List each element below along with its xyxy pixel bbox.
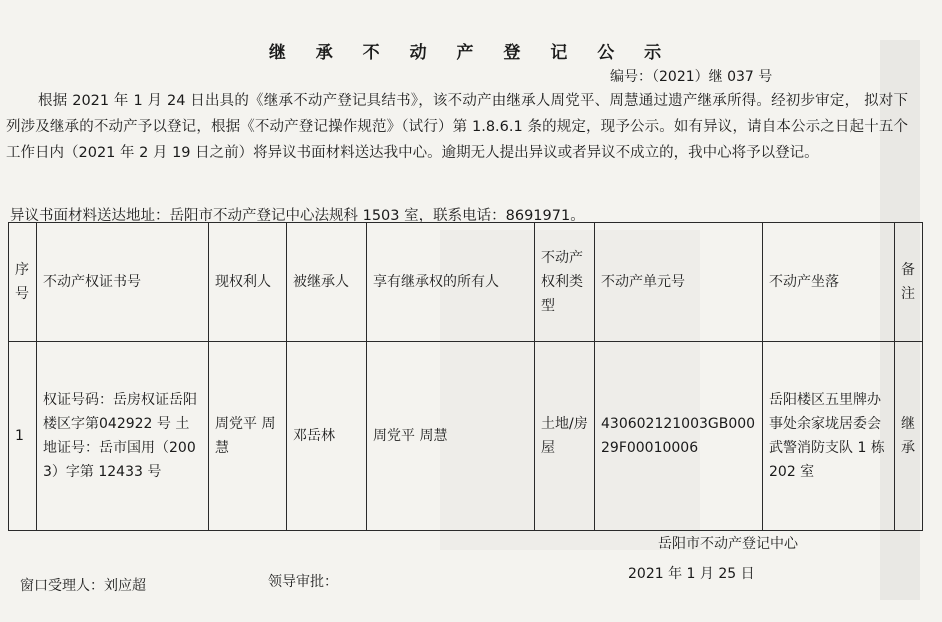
header-owner: 现权利人 bbox=[209, 223, 287, 342]
cell-owner: 周党平 周慧 bbox=[209, 342, 287, 531]
cell-unit-no: 430602121003GB00029F00010006 bbox=[595, 342, 763, 531]
cell-right-type: 土地/房屋 bbox=[535, 342, 595, 531]
header-seq: 序号 bbox=[9, 223, 37, 342]
cell-location: 岳阳楼区五里牌办事处余家垅居委会武警消防支队 1 栋 202 室 bbox=[763, 342, 895, 531]
header-right-type: 不动产权利类型 bbox=[535, 223, 595, 342]
header-unit-no: 不动产单元号 bbox=[595, 223, 763, 342]
issuer-name: 岳阳市不动产登记中心 bbox=[658, 536, 798, 552]
document-number: 编号：（2021）继 037 号 bbox=[610, 69, 773, 85]
cell-decedent: 邓岳林 bbox=[287, 342, 367, 531]
notice-paragraph: 根据 2021 年 1 月 24 日出具的《继承不动产登记具结书》，该不动产由继承人周党平、周慧通过遗产继承所得。经初步审定， 拟对下列涉及继承的不动产予以登记，根据《不动产登记操作规范》（试行）第 1.8.6.1 条的规定，现予公示。如有异议，请自本公示之日起十五个工作日内（2021 年 2 月 19 日之前）将异议书面材料送达我中心。逾期无人提出异议或者异议不成立的，我中心将予以登记。 bbox=[6, 93, 908, 161]
objection-address: 异议书面材料送达地址：岳阳市不动产登记中心法规科 1503 室，联系电话：8691971。 bbox=[10, 208, 585, 224]
header-remark: 备注 bbox=[895, 223, 923, 342]
cell-cert: 权证号码：岳房权证岳阳楼区字第042922 号 土地证号：岳市国用（2003）字第 12433 号 bbox=[37, 342, 209, 531]
cell-seq: 1 bbox=[9, 342, 37, 531]
inheritance-table bbox=[8, 222, 923, 531]
header-heirs: 享有继承权的所有人 bbox=[367, 223, 535, 342]
table-row bbox=[9, 342, 923, 531]
header-location: 不动产坐落 bbox=[763, 223, 895, 342]
window-clerk: 窗口受理人：刘应超 bbox=[20, 578, 146, 594]
document-title: 继 承 不 动 产 登 记 公 示 bbox=[268, 43, 674, 63]
header-cert: 不动产权证书号 bbox=[37, 223, 209, 342]
cell-heirs: 周党平 周慧 bbox=[367, 342, 535, 531]
leader-review: 领导审批： bbox=[268, 574, 338, 590]
header-decedent: 被继承人 bbox=[287, 223, 367, 342]
issue-date: 2021 年 1 月 25 日 bbox=[628, 566, 755, 582]
cell-remark: 继承 bbox=[895, 342, 923, 531]
table-header-row bbox=[9, 223, 923, 342]
